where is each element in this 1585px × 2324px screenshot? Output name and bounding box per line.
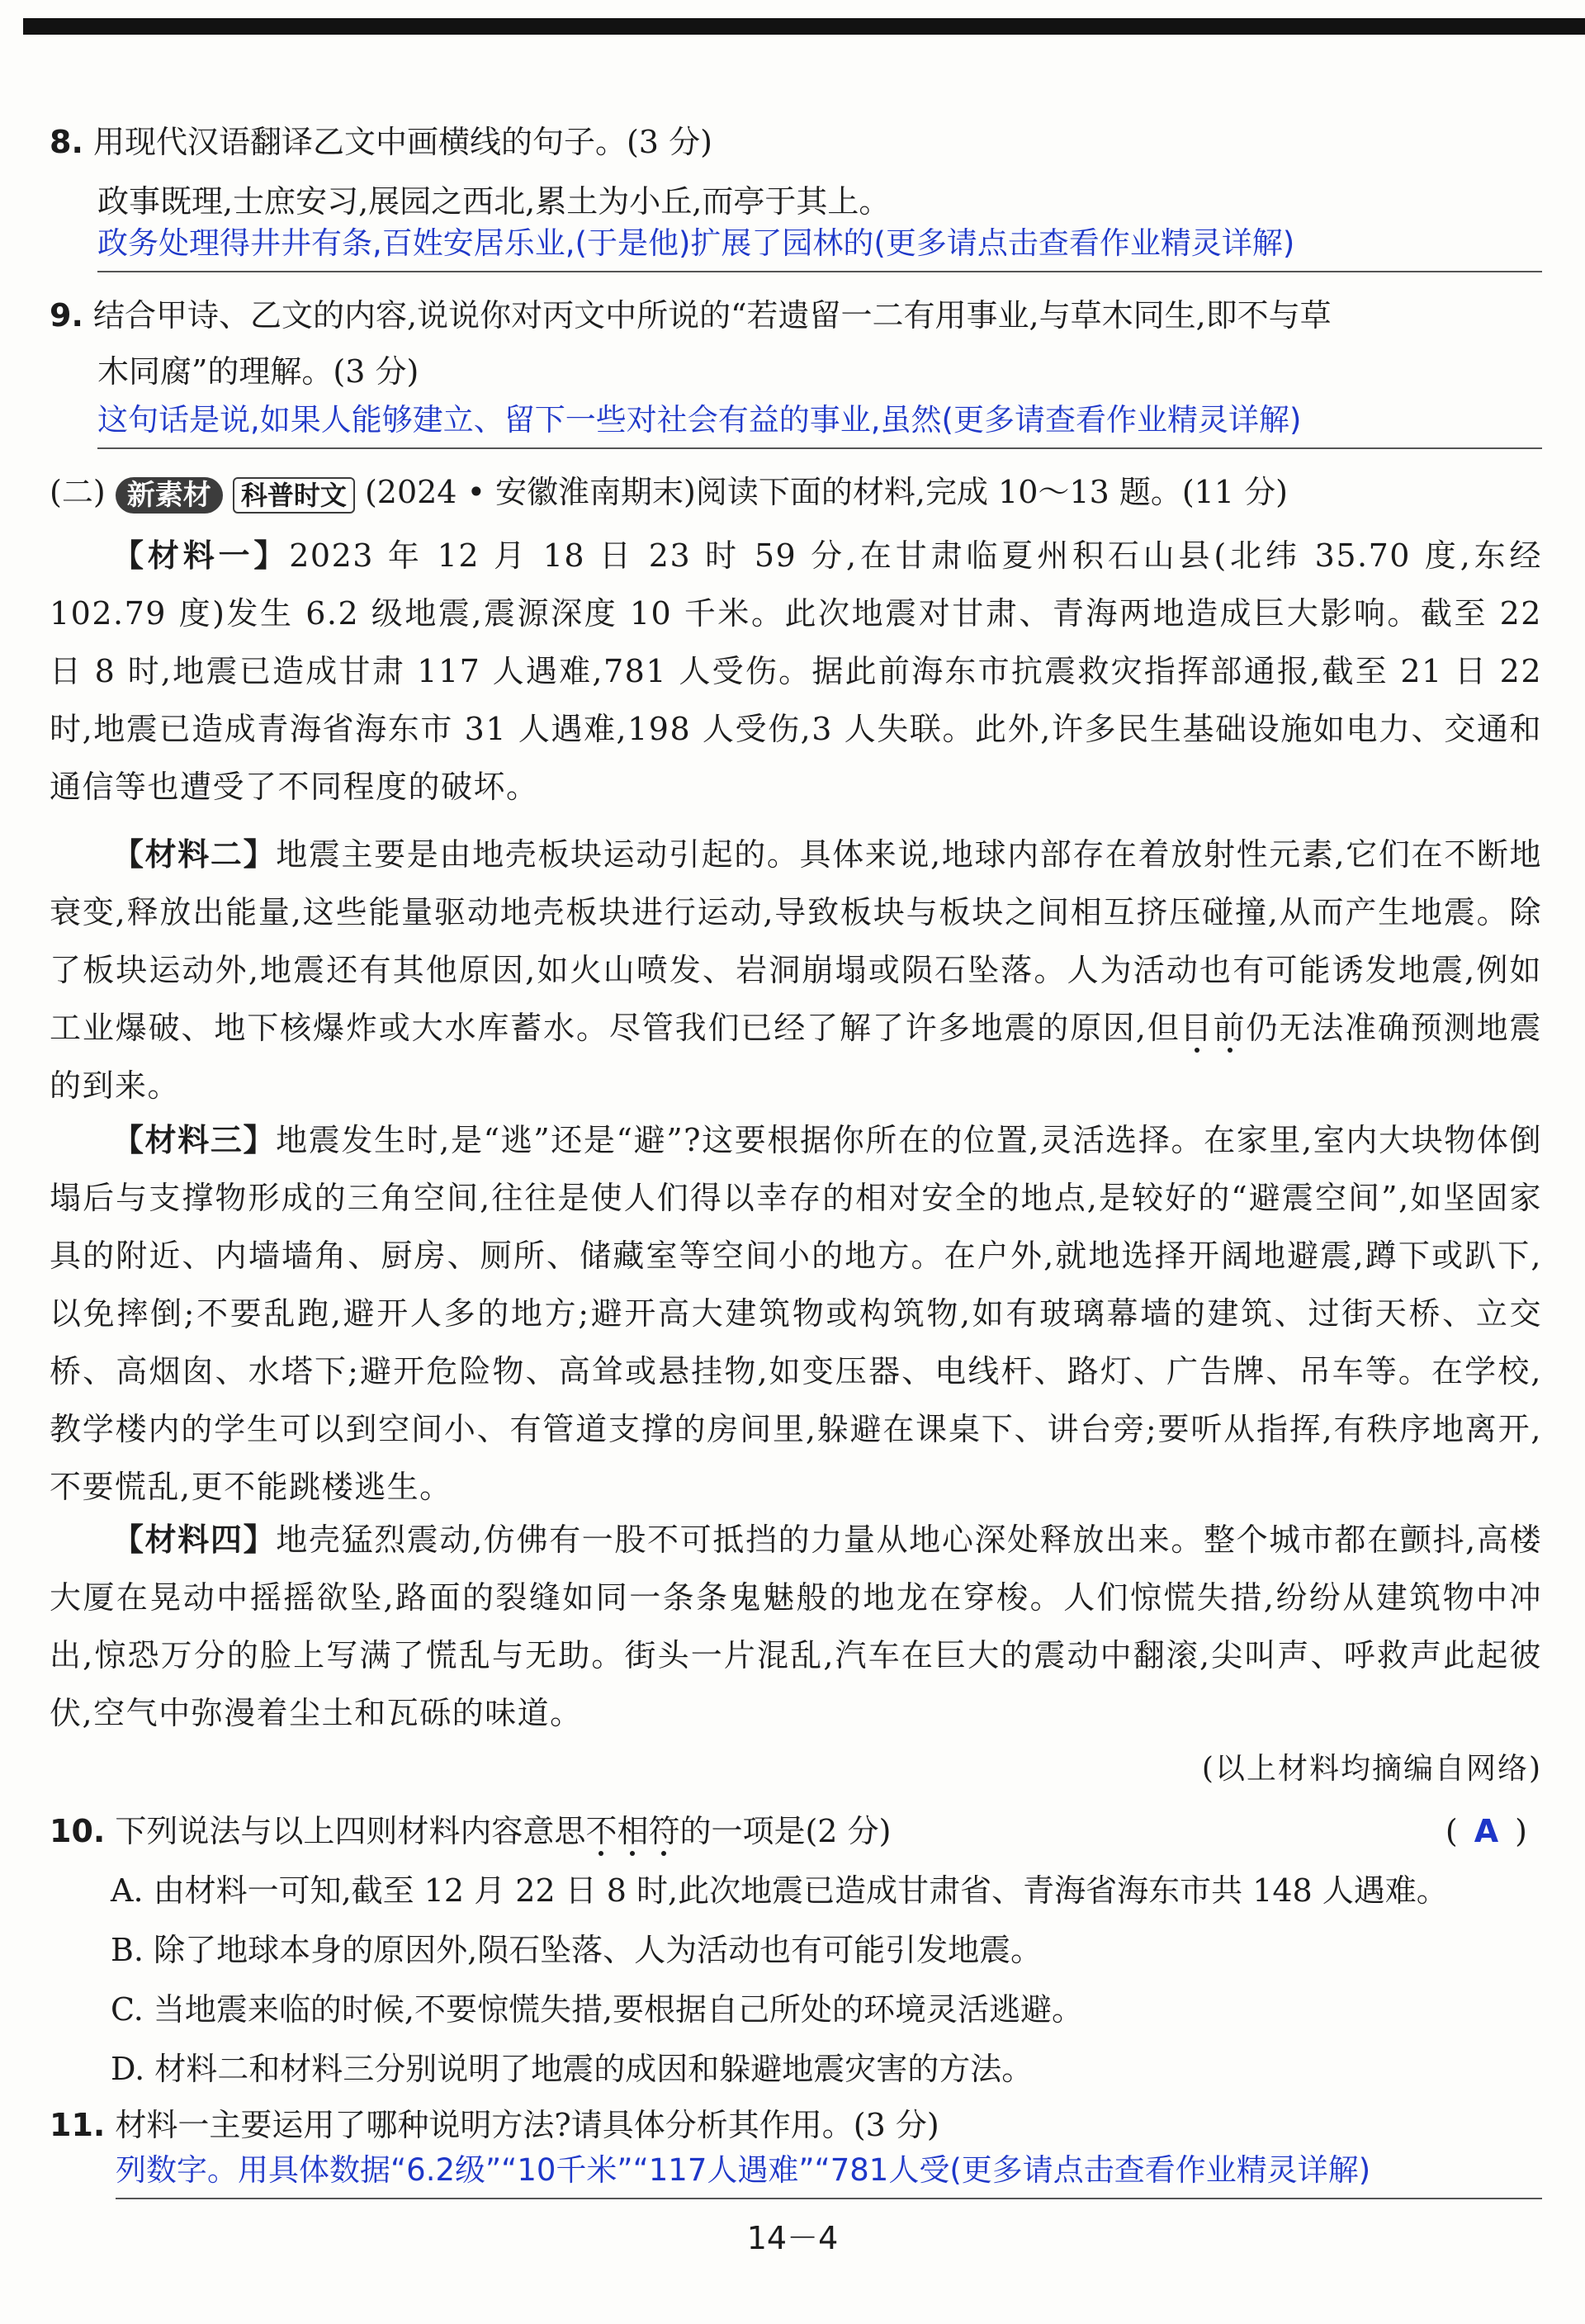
emphasis-char: 前 <box>1213 1010 1247 1046</box>
section-title: (2024 • 安徽淮南期末)阅读下面的材料,完成 10～13 题。(11 分) <box>364 474 1288 510</box>
material-text-end: 仍无法准确预测地震的到来。 <box>50 1010 1542 1104</box>
source-note: (以上材料均摘编自网络) <box>1201 1752 1542 1786</box>
top-border-bar <box>23 18 1585 35</box>
question-8 <box>50 121 1542 163</box>
question-number: 11. <box>50 2107 106 2143</box>
question-9 <box>50 294 1542 337</box>
emphasis-char: 符 <box>648 1813 680 1849</box>
question-prompt: 下列说法与以上四则材料内容意思 <box>115 1813 586 1849</box>
material-text: 地壳猛烈震动,仿佛有一股不可抵挡的力量从地心深处释放出来。整个城市都在颤抖,高楼大厦在晃动中摇摇欲坠,路面的裂缝如同一条条鬼魅般的地龙在穿梭。人们惊慌失措,纷纷从建筑物中冲出,惊恐万分的脸上写满了慌乱与无助。街头一片混乱,汽车在巨大的震动中翻滚,尖叫声、呼救声此起彼伏,空气中弥漫着尘土和瓦砾的味道。 <box>50 1522 1542 1731</box>
question-number: 10. <box>50 1813 106 1849</box>
page-number: 14－4 <box>746 2220 839 2256</box>
paren-close: ) <box>1515 1813 1527 1849</box>
option-c: C. 当地震来临的时候,不要惊慌失措,要根据自己所处的环境灵活逃避。 <box>111 1991 1084 2028</box>
section-header <box>50 471 1542 514</box>
new-material-badge: 新素材 <box>116 477 223 514</box>
material-type-badge: 科普时文 <box>233 477 355 514</box>
emphasis-char: 相 <box>617 1813 649 1849</box>
material-3 <box>50 1111 1542 1516</box>
material-tag: 【材料三】 <box>112 1122 277 1158</box>
answer-line: 这句话是说,如果人能够建立、留下一些对社会有益的事业,虽然(更多请查看作业精灵详解) <box>97 400 1542 449</box>
question-prompt-line1: 结合甲诗、乙文的内容,说说你对丙文中所说的“若遗留一二有用事业,与草木同生,即不与草 <box>92 297 1332 334</box>
question-number: 8. <box>50 124 83 160</box>
option-d: D. 材料二和材料三分别说明了地震的成因和躲避地震灾害的方法。 <box>111 2051 1034 2087</box>
emphasis-dotted-text <box>585 1813 679 1849</box>
question-10 <box>50 1810 1542 1853</box>
question-prompt: 用现代汉语翻译乙文中画横线的句子。(3 分) <box>92 124 712 160</box>
material-1 <box>50 527 1542 816</box>
material-text: 2023 年 12 月 18 日 23 时 59 分,在甘肃临夏州积石山县(北纬 35.70 度,东经 102.79 度)发生 6.2 级地震,震源深度 10 千米。此次地震对甘肃、青海两地造成巨大影响。截至 22 日 8 时,地震已造成甘肃 117 人遇难,781 人受伤。据此前海东市抗震救灾指挥部通报,截至 21 日 22 时,地震已造成青海省海东市 31 人遇难,198 人受伤,3 人失联。此外,许多民生基础设施如电力、交通和通信等也遭受了不同程度的破坏。 <box>50 537 1542 805</box>
paren-open: ( <box>1445 1813 1458 1849</box>
selected-answer: A <box>1474 1813 1499 1849</box>
question-prompt: 材料一主要运用了哪种说明方法?请具体分析其作用。(3 分) <box>115 2107 939 2143</box>
material-text: 地震主要是由地壳板块运动引起的。具体来说,地球内部存在着放射性元素,它们在不断地衰变,释放出能量,这些能量驱动地壳板块进行运动,导致板块与板块之间相互挤压碰撞,从而产生地震。除了板块运动外,地震还有其他原因,如火山喷发、岩洞崩塌或陨石坠落。人为活动也有可能诱发地震,例如工业爆破、地下核爆炸或大水库蓄水。尽管我们已经了解了许多地震的原因,但 <box>50 836 1542 1046</box>
emphasis-dotted-text <box>1180 1010 1247 1046</box>
question-prompt-end: 的一项是(2 分) <box>679 1813 892 1849</box>
answer-line: 列数字。用具体数据“6.2级”“10千米”“117人遇难”“781人受(更多请点击查看作业精灵详解) <box>116 2150 1542 2199</box>
quoted-sentence: 政事既理,士庶安习,展园之西北,累土为小丘,而亭于其上。 <box>97 183 891 220</box>
material-tag: 【材料二】 <box>112 836 277 873</box>
question-11 <box>50 2104 1542 2147</box>
option-a: A. 由材料一可知,截至 12 月 22 日 8 时,此次地震已造成甘肃省、青海省海东市共 148 人遇难。 <box>111 1872 1448 1909</box>
emphasis-char: 不 <box>585 1813 617 1849</box>
option-b: B. 除了地球本身的原因外,陨石坠落、人为活动也有可能引发地震。 <box>111 1932 1043 1968</box>
material-tag: 【材料一】 <box>112 537 290 574</box>
question-prompt-line2: 木同腐”的理解。(3 分) <box>97 353 419 390</box>
material-tag: 【材料四】 <box>112 1522 277 1558</box>
answer-line: 政务处理得井井有条,百姓安居乐业,(于是他)扩展了园林的(更多请点击查看作业精灵详解) <box>97 223 1542 272</box>
section-label: (二) <box>50 474 106 510</box>
answer-choice <box>1445 1810 1527 1853</box>
material-2 <box>50 826 1542 1115</box>
material-text: 地震发生时,是“逃”还是“避”?这要根据你所在的位置,灵活选择。在家里,室内大块物体倒塌后与支撑物形成的三角空间,往往是使人们得以幸存的相对安全的地点,是较好的“避震空间”,如坚固家具的附近、内墙墙角、厨房、厕所、储藏室等空间小的地方。在户外,就地选择开阔地避震,蹲下或趴下,以免摔倒;不要乱跑,避开人多的地方;避开高大建筑物或构筑物,如有玻璃幕墙的建筑、过街天桥、立交桥、高烟囱、水塔下;避开危险物、高耸或悬挂物,如变压器、电线杆、路灯、广告牌、吊车等。在学校,教学楼内的学生可以到空间小、有管道支撑的房间里,躲避在课桌下、讲台旁;要听从指挥,有秩序地离开,不要慌乱,更不能跳楼逃生。 <box>50 1122 1542 1505</box>
emphasis-char: 目 <box>1180 1010 1214 1046</box>
material-4 <box>50 1511 1542 1742</box>
question-number: 9. <box>50 297 83 334</box>
